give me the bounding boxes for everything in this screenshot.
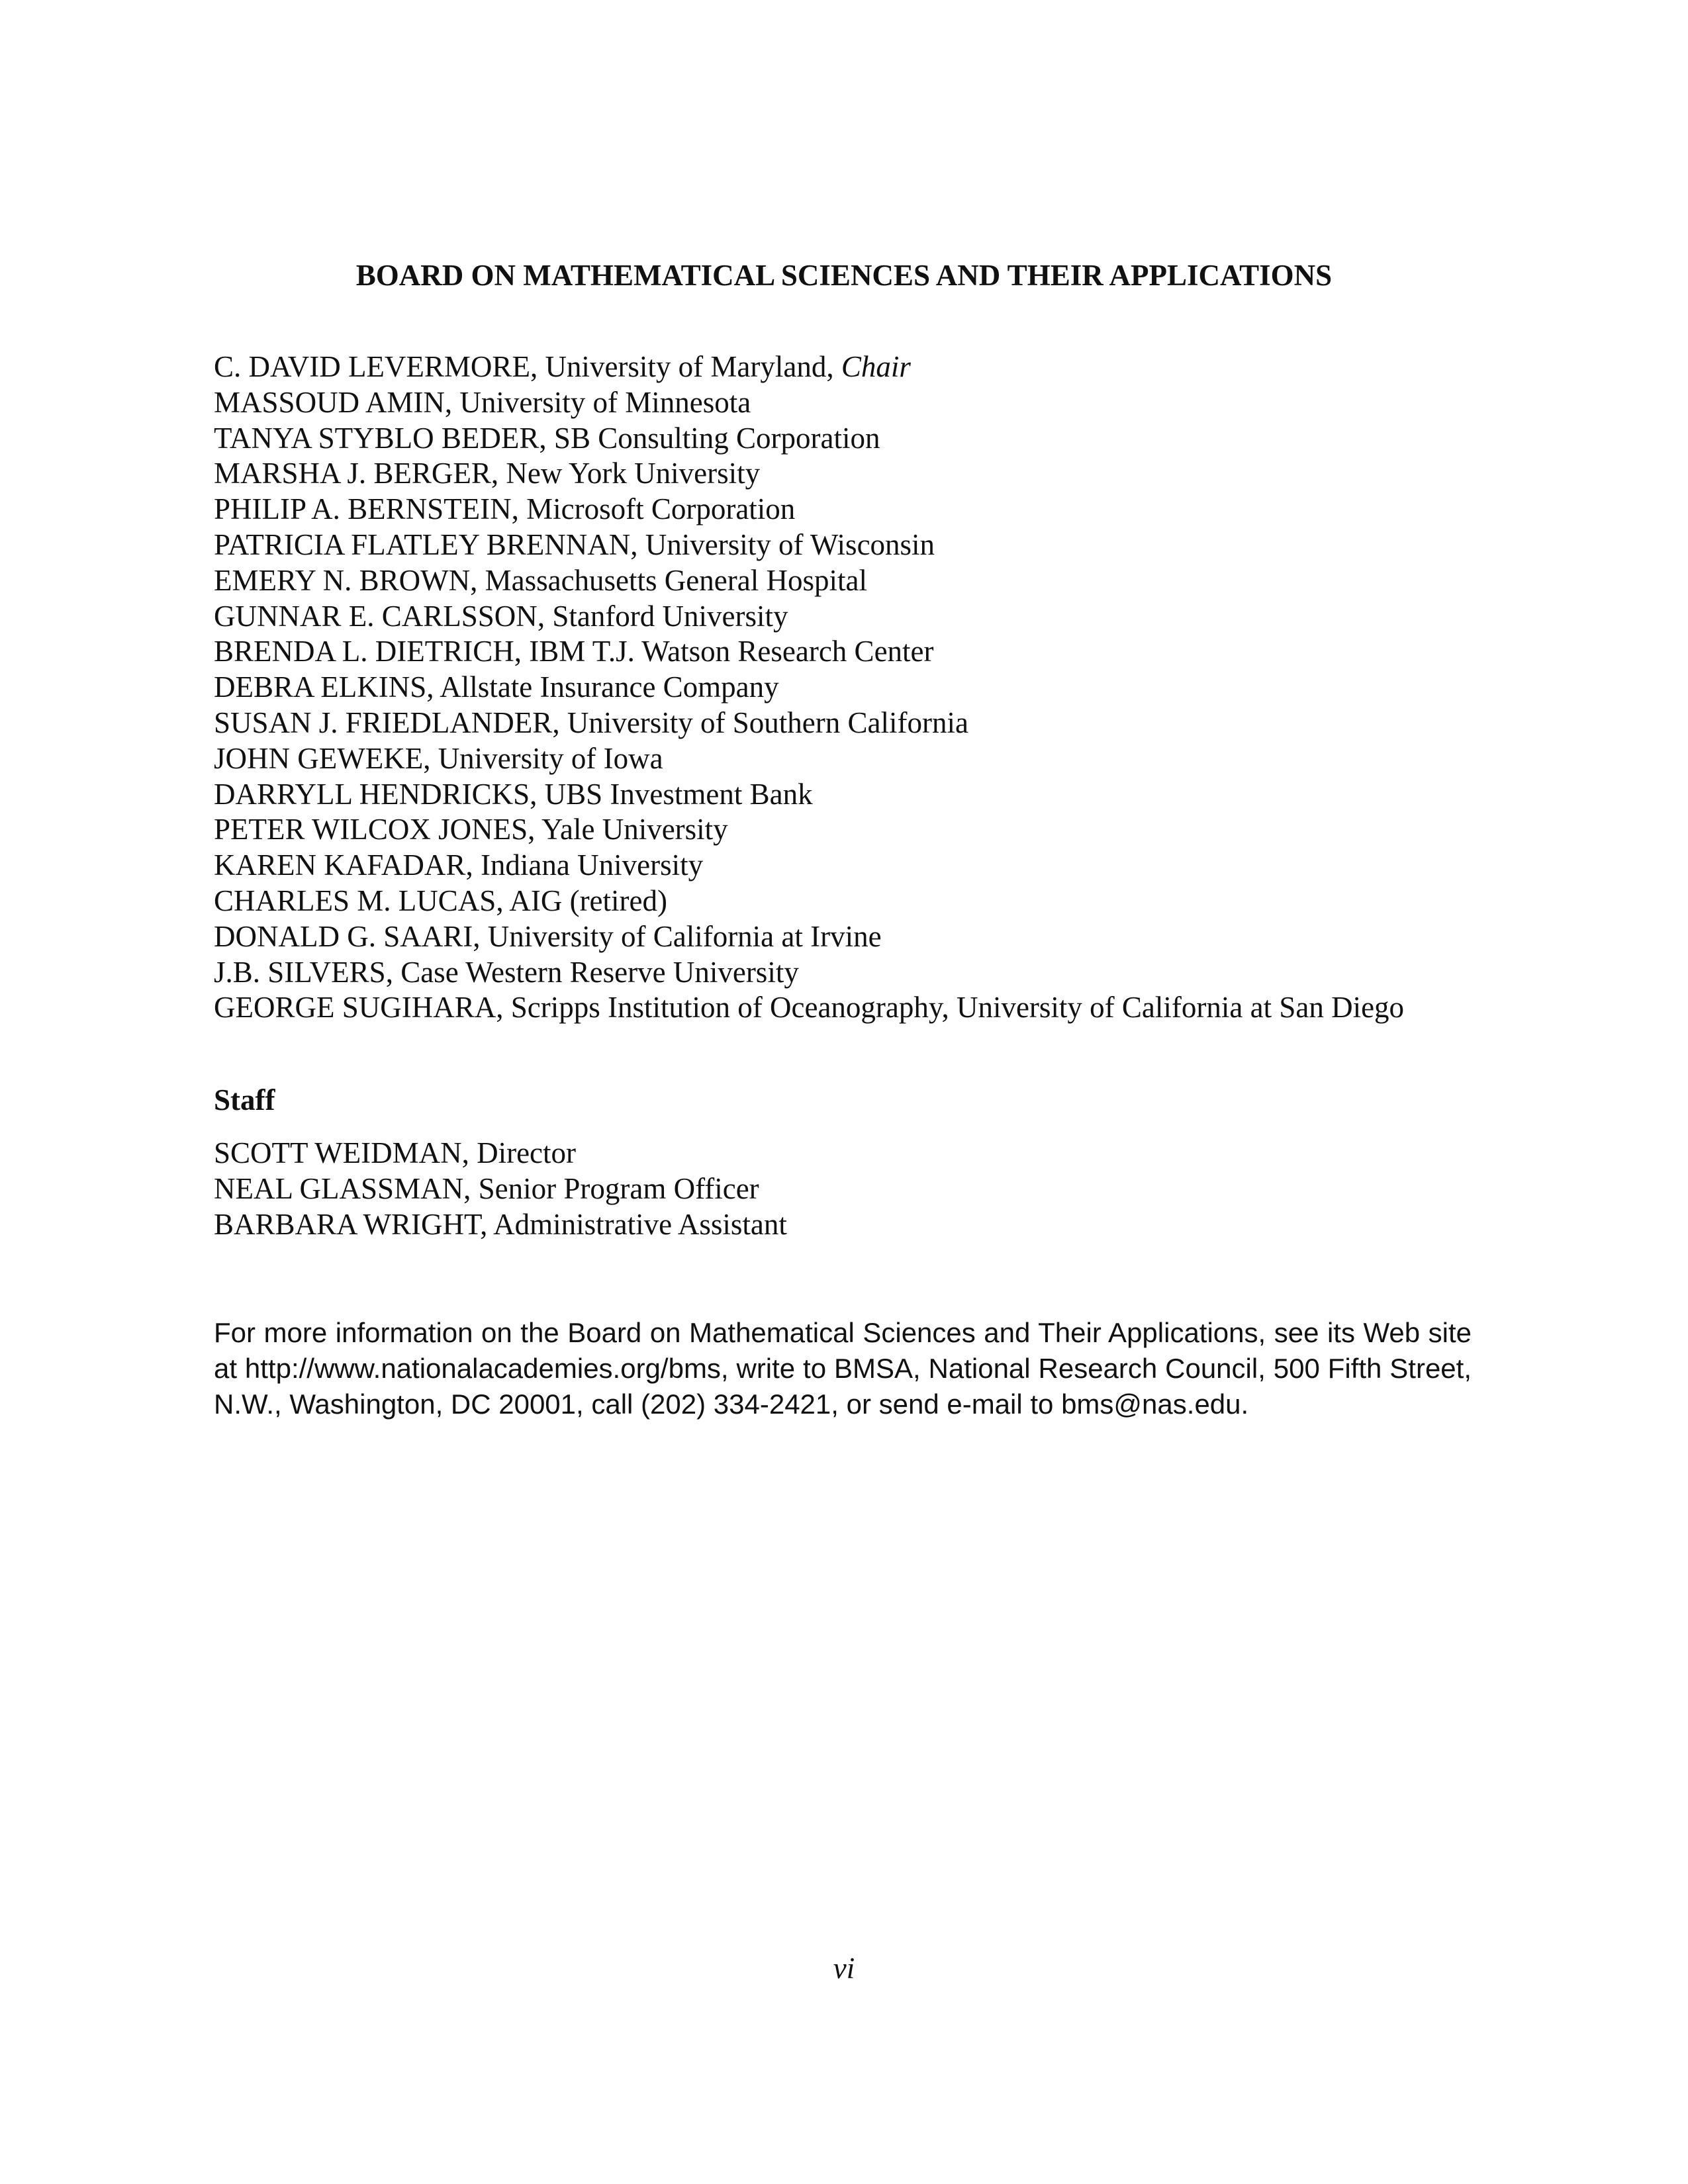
- member-name: PHILIP A. BERNSTEIN: [214, 492, 512, 526]
- member-affiliation: University of California at Irvine: [487, 919, 882, 953]
- board-member: TANYA STYBLO BEDER, SB Consulting Corporation: [214, 421, 880, 455]
- board-member-list: [214, 349, 1404, 1026]
- member-name: EMERY N. BROWN: [214, 563, 471, 597]
- board-member: DONALD G. SAARI, University of California at Irvine: [214, 919, 882, 953]
- contact-info-line: For more information on the Board on Mathematical Sciences and Their Applications, see its Web site: [214, 1317, 1472, 1348]
- member-role: Chair: [841, 350, 911, 383]
- member-affiliation: University of Maryland: [545, 350, 827, 383]
- member-name: MARSHA J. BERGER: [214, 457, 491, 490]
- member-name: GUNNAR E. CARLSSON: [214, 599, 538, 633]
- page-number: vi: [833, 1952, 855, 1985]
- contact-info-line: N.W., Washington, DC 20001, call (202) 334-2421, or send e-mail to bms@nas.edu.: [214, 1388, 1249, 1420]
- member-affiliation: New York University: [506, 457, 761, 490]
- member-affiliation: University of Minnesota: [459, 385, 751, 419]
- board-member: DARRYLL HENDRICKS, UBS Investment Bank: [214, 777, 813, 811]
- staff-member: NEAL GLASSMAN, Senior Program Officer: [214, 1171, 759, 1205]
- staff-name: SCOTT WEIDMAN: [214, 1136, 462, 1169]
- member-affiliation: Case Western Reserve University: [400, 955, 799, 989]
- member-affiliation: Indiana University: [480, 848, 704, 882]
- staff-heading: Staff: [214, 1083, 275, 1116]
- board-member: GUNNAR E. CARLSSON, Stanford University: [214, 599, 788, 633]
- member-affiliation: UBS Investment Bank: [544, 777, 813, 811]
- member-name: CHARLES M. LUCAS: [214, 884, 496, 917]
- member-name: C. DAVID LEVERMORE: [214, 350, 530, 383]
- member-name: PETER WILCOX JONES: [214, 813, 528, 846]
- board-member: JOHN GEWEKE, University of Iowa: [214, 741, 663, 775]
- staff-name: NEAL GLASSMAN: [214, 1171, 464, 1205]
- board-member: PATRICIA FLATLEY BRENNAN, University of Wisconsin: [214, 527, 935, 561]
- board-member: GEORGE SUGIHARA, Scripps Institution of Oceanography, University of California at San Diego: [214, 991, 1405, 1024]
- member-affiliation: Allstate Insurance Company: [440, 670, 779, 704]
- board-title: BOARD ON MATHEMATICAL SCIENCES AND THEIR APPLICATIONS: [355, 259, 1333, 292]
- member-affiliation: Massachusetts General Hospital: [485, 563, 867, 597]
- board-member: J.B. SILVERS, Case Western Reserve University: [214, 955, 799, 989]
- board-member: KAREN KAFADAR, Indiana University: [214, 848, 704, 882]
- board-member: PHILIP A. BERNSTEIN, Microsoft Corporation: [214, 492, 796, 526]
- contact-info-line: at http://www.nationalacademies.org/bms, write to BMSA, National Research Council, 500 Fifth Street,: [214, 1353, 1472, 1384]
- member-affiliation: SB Consulting Corporation: [553, 421, 880, 455]
- member-name: PATRICIA FLATLEY BRENNAN: [214, 527, 631, 561]
- board-member: CHARLES M. LUCAS, AIG (retired): [214, 884, 667, 917]
- member-affiliation: University of Southern California: [567, 705, 968, 739]
- member-affiliation: Microsoft Corporation: [526, 492, 796, 526]
- member-name: DONALD G. SAARI: [214, 919, 473, 953]
- staff-member: SCOTT WEIDMAN, Director: [214, 1136, 577, 1169]
- member-affiliation: Stanford University: [552, 599, 788, 633]
- member-name: TANYA STYBLO BEDER: [214, 421, 539, 455]
- staff-list: [214, 1136, 787, 1242]
- member-name: GEORGE SUGIHARA: [214, 991, 496, 1024]
- member-affiliation: University of Iowa: [438, 741, 663, 775]
- member-affiliation: AIG (retired): [509, 884, 667, 917]
- contact-info-paragraph: [214, 1315, 1472, 1422]
- board-member: EMERY N. BROWN, Massachusetts General Hospital: [214, 563, 867, 597]
- board-member: BRENDA L. DIETRICH, IBM T.J. Watson Research Center: [214, 635, 934, 668]
- member-name: JOHN GEWEKE: [214, 741, 424, 775]
- staff-member: BARBARA WRIGHT, Administrative Assistant: [214, 1207, 787, 1241]
- staff-title: Administrative Assistant: [493, 1207, 787, 1241]
- board-member: MARSHA J. BERGER, New York University: [214, 457, 761, 490]
- member-name: BRENDA L. DIETRICH: [214, 635, 514, 668]
- member-name: SUSAN J. FRIEDLANDER: [214, 705, 553, 739]
- staff-title: Director: [477, 1136, 577, 1169]
- member-name: MASSOUD AMIN: [214, 385, 445, 419]
- member-name: KAREN KAFADAR: [214, 848, 466, 882]
- board-member: MASSOUD AMIN, University of Minnesota: [214, 385, 751, 419]
- board-member: PETER WILCOX JONES, Yale University: [214, 813, 728, 846]
- member-name: DARRYLL HENDRICKS: [214, 777, 530, 811]
- board-member: C. DAVID LEVERMORE, University of Maryland, Chair: [214, 350, 911, 383]
- member-name: DEBRA ELKINS: [214, 670, 427, 704]
- staff-name: BARBARA WRIGHT: [214, 1207, 481, 1241]
- member-affiliation: University of Wisconsin: [645, 527, 935, 561]
- board-member: SUSAN J. FRIEDLANDER, University of Southern California: [214, 705, 968, 739]
- staff-title: Senior Program Officer: [478, 1171, 759, 1205]
- member-affiliation: Yale University: [541, 813, 728, 846]
- member-affiliation: Scripps Institution of Oceanography, University of California at San Diego: [510, 991, 1405, 1024]
- member-affiliation: IBM T.J. Watson Research Center: [529, 635, 934, 668]
- member-name: J.B. SILVERS: [214, 955, 386, 989]
- board-member: DEBRA ELKINS, Allstate Insurance Company: [214, 670, 779, 704]
